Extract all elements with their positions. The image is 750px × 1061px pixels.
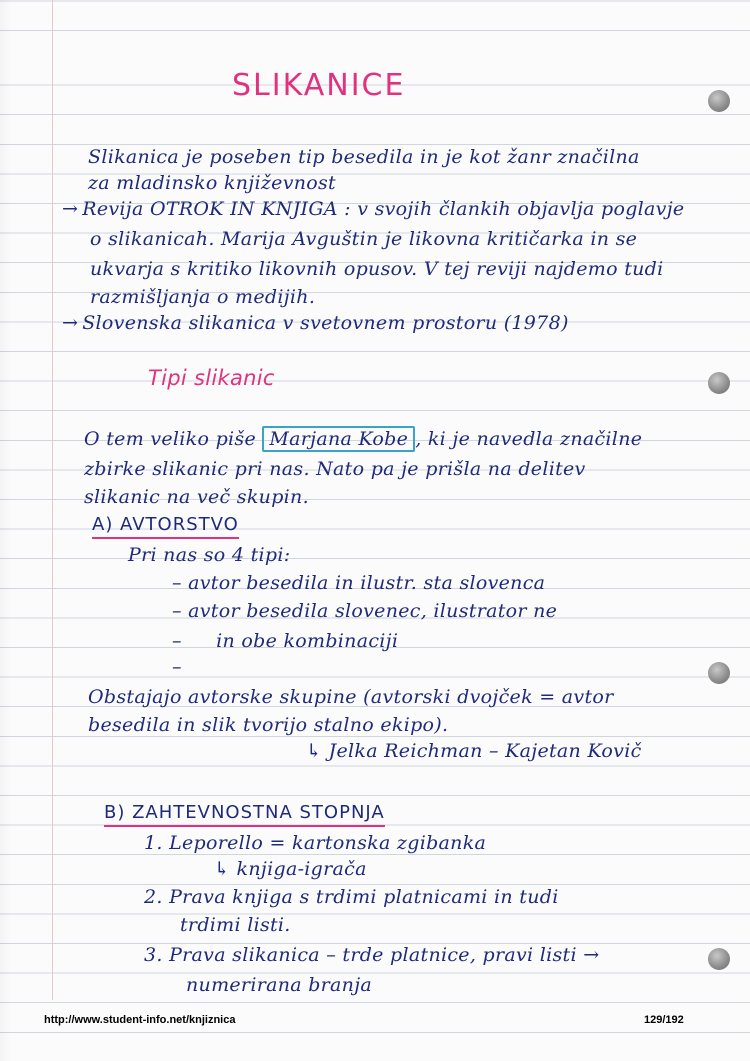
types-intro-line-3: slikanic na več skupin. xyxy=(84,486,309,508)
bullet-1-line-4: razmišljanja o medijih. xyxy=(90,286,316,308)
punch-hole xyxy=(708,948,730,970)
intro-line-2: za mladinsko književnost xyxy=(88,172,336,194)
section-b-item-number: 1. xyxy=(144,832,163,854)
section-b-heading xyxy=(104,802,385,823)
section-subtitle: Tipi slikanic xyxy=(148,366,275,390)
section-b-item-number: 2. xyxy=(144,886,163,908)
section-b-item-sub: numerirana branja xyxy=(186,974,373,996)
section-b-item-sub: trdimi listi. xyxy=(180,914,291,936)
arrow-icon: → xyxy=(62,198,79,220)
section-a-lead: Pri nas so 4 tipi: xyxy=(128,544,291,566)
section-a-item xyxy=(172,630,398,652)
bullet-1-line-3: ukvarja s kritiko likovnih opusov. V tej reviji najdemo tudi xyxy=(90,258,664,280)
page-margin-line xyxy=(52,0,53,1000)
section-a-note-line-2: besedila in slik tvorijo stalno ekipo). xyxy=(88,714,449,736)
section-a-heading-text: A) AVTORSTVO xyxy=(92,514,239,539)
section-b-item-text: Prava knjiga s trdimi platnicami in tudi xyxy=(169,886,559,908)
section-a-item: – avtor besedila slovenec, ilustrator ne xyxy=(172,600,558,622)
types-intro-pre: O tem veliko piše xyxy=(84,428,257,450)
types-intro-line-2: zbirke slikanic pri nas. Nato pa je prišla na delitev xyxy=(84,458,586,480)
footer-url: http://www.student-info.net/knjiznica xyxy=(44,1014,236,1026)
bullet-1-line-2: o slikanicah. Marija Avguštin je likovna kritičarka in se xyxy=(90,228,638,250)
section-a-note-line-1: Obstajajo avtorske skupine (avtorski dvojček = avtor xyxy=(88,686,614,708)
section-a-item: – avtor besedila in ilustr. sta slovenca xyxy=(172,572,546,594)
footer-page-number: 129/192 xyxy=(644,1014,684,1026)
intro-line-1: Slikanica je poseben tip besedila in je kot žanr značilna xyxy=(88,146,640,168)
section-b-item xyxy=(144,886,559,908)
section-b-item-sub: ↳ knjiga-igrača xyxy=(214,858,367,880)
section-a-item-text: in obe kombinaciji xyxy=(216,630,399,652)
section-b-heading-text: B) ZAHTEVNOSTNA STOPNJA xyxy=(104,802,385,827)
arrow-icon: → xyxy=(62,312,79,334)
types-intro-post: , ki je navedla značilne xyxy=(415,428,643,450)
section-b-item xyxy=(144,832,486,854)
section-b-item-number: 3. xyxy=(144,944,163,966)
section-b-item-text: Leporello = kartonska zgibanka xyxy=(169,832,487,854)
types-intro-line-1 xyxy=(84,428,642,450)
page-title: SLIKANICE xyxy=(232,68,406,103)
punch-hole xyxy=(708,90,730,112)
section-a-item: – xyxy=(172,656,182,678)
punch-hole xyxy=(708,662,730,684)
bullet-2-line-1 xyxy=(62,312,569,334)
section-a-heading xyxy=(92,514,239,535)
punch-hole xyxy=(708,372,730,394)
section-a-example: ↳ Jelka Reichman – Kajetan Kovič xyxy=(306,740,642,762)
section-a-item-dash: – xyxy=(172,630,189,652)
section-b-item-text: Prava slikanica – trde platnice, pravi listi → xyxy=(169,944,600,966)
bullet-1-text: Revija OTROK IN KNJIGA : v svojih člankih objavlja poglavje xyxy=(82,198,685,220)
bullet-2-text: Slovenska slikanica v svetovnem prostoru (1978) xyxy=(82,312,569,334)
author-name-box: Marjana Kobe xyxy=(262,426,415,452)
section-b-item xyxy=(144,944,599,966)
bullet-1-line-1 xyxy=(62,198,684,220)
